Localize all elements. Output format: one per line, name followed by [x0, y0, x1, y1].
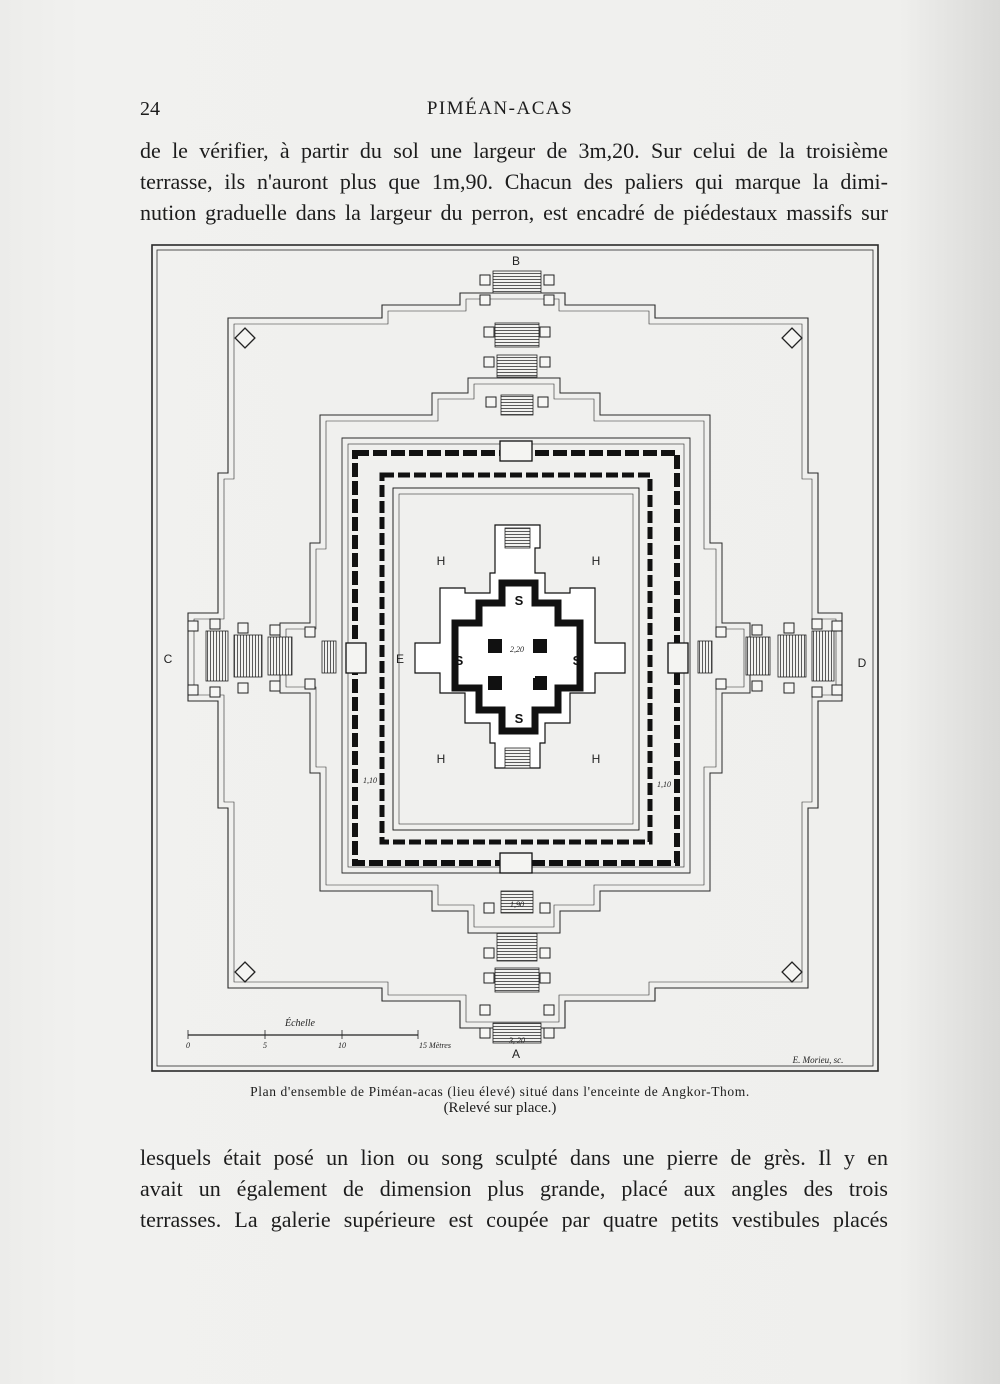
- label-gallery-door: E: [395, 652, 405, 666]
- label-hall-ne: H: [591, 554, 601, 568]
- label-sanctuary-e: S: [572, 653, 582, 668]
- scale-tick-15: 15 Mètres: [419, 1041, 451, 1050]
- dim-center: 2,20: [510, 645, 524, 654]
- label-hall-nw: H: [436, 554, 446, 568]
- text-line: de le vérifier, à partir du sol une largeur de 3m,20. Sur celui de la troisième: [140, 138, 888, 163]
- label-sanctuary-s: S: [514, 711, 524, 726]
- scale-title: Échelle: [285, 1018, 315, 1029]
- text-line: terrasse, ils n'auront plus que 1m,90. Chacun des paliers qui marque la dimi-: [140, 169, 888, 194]
- floor-plan-figure: [150, 243, 880, 1073]
- running-title: PIMÉAN-ACAS: [426, 98, 574, 119]
- scale-tick-0: 0: [186, 1041, 190, 1050]
- text-line: avait un également de dimension plus grande, placé aux angles des trois: [140, 1176, 888, 1201]
- dim-gallery-right: 1,10: [657, 780, 671, 789]
- figure-caption: Plan d'ensemble de Piméan-acas (lieu élevé) situé dans l'enceinte de Angkor-Thom.: [250, 1084, 750, 1099]
- dim-south-stair: 3, 20: [509, 1036, 525, 1045]
- label-east: D: [857, 656, 867, 670]
- scale-tick-5: 5: [263, 1041, 267, 1050]
- floor-plan-drawing: [150, 243, 880, 1073]
- engraver-signature: E. Morieu, sc.: [792, 1055, 844, 1065]
- label-hall-sw: H: [436, 752, 446, 766]
- label-hall-se: H: [591, 752, 601, 766]
- dim-gallery-left: 1,10: [363, 776, 377, 785]
- text-line: nution graduelle dans la largeur du perron, est encadré de piédestaux massifs sur: [140, 200, 888, 225]
- paragraph-top: [140, 135, 888, 228]
- dim-south-landing: 1,90: [510, 900, 524, 909]
- label-north: B: [511, 254, 521, 268]
- label-sanctuary-n: S: [514, 593, 524, 608]
- page-number: 24: [140, 98, 160, 120]
- text-line: terrasses. La galerie supérieure est coupée par quatre petits vestibules placés: [140, 1207, 888, 1232]
- scale-tick-10: 10: [338, 1041, 346, 1050]
- label-sanctuary-w: S: [454, 653, 464, 668]
- label-south: A: [511, 1047, 521, 1061]
- text-line: lesquels était posé un lion ou song sculpté dans une pierre de grès. Il y en: [140, 1145, 888, 1170]
- scale-bar: [186, 1017, 451, 1050]
- label-west: C: [163, 652, 173, 666]
- figure-caption-note: (Relevé sur place.): [443, 1100, 557, 1116]
- paragraph-bottom: [140, 1142, 888, 1235]
